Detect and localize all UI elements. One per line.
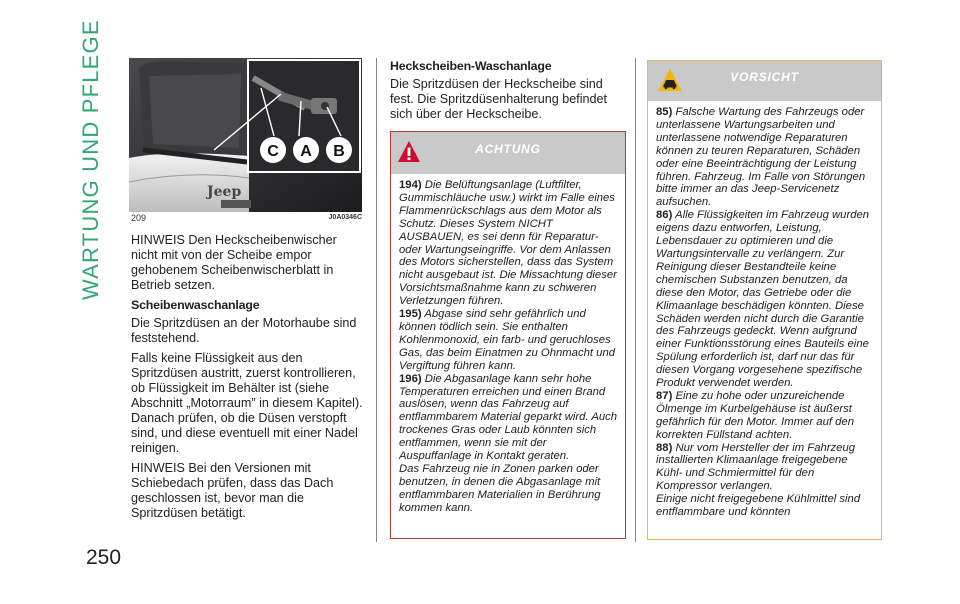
warning-continuation: Das Fahrzeug nie in Zonen parken oder benutzen, in denen die Abgasanlage mit entflammbaren Materialien in Berührung kommen kann. <box>399 462 601 514</box>
warning-item: 195) Abgase sind sehr gefährlich und können tödlich sein. Sie enthalten Kohlenmonoxid, ein farb- und geruchloses Gas, das beim Einatmen zu Ohnmacht und Vergiftung führen kann. <box>399 308 616 372</box>
achtung-box <box>390 131 626 539</box>
caution-item: 87) Eine zu hohe oder unzureichende Ölmenge im Kurbelgehäuse ist äußerst gefährlich für den Motor. Immer auf den korrekten Füllstand achten. <box>656 389 854 441</box>
caution-item: 85) Falsche Wartung des Fahrzeugs oder unterlassene Wartungsarbeiten und unterlassene notwendige Reparaturen können zu teuren Reparaturen, Schäden oder eine Beeinträchtigung der Leistung führen. Fahrzeug. Im Falle von Störungen bitte immer an das Jeep-Servicenetz aufsuchen. <box>656 106 866 209</box>
column-one <box>131 233 366 526</box>
achtung-header <box>391 132 625 174</box>
svg-text:A: A <box>300 143 312 160</box>
paragraph: Die Spritzdüsen der Heckscheibe sind fest. Die Spritzdüsenhalterung befindet sich über der Heckscheibe. <box>390 77 608 121</box>
warning-item: 194) Die Belüftungsanlage (Luftfilter, Gummischläuche usw.) wirkt im Falle eines Flammenrückschlags aus dem Motor als Schutz. Dieses System NICHT AUSBAUEN, es sei denn für Reparatur- oder Wartungseingriffe. Vor dem Anlassen des Motors sicherstellen, dass das System nicht ausgebaut ist. Die Missachtung dieser Vorsichtsmaßnahme kann zu schweren Verletzungen führen. <box>399 179 617 308</box>
paragraph: Die Spritzdüsen an der Motorhaube sind feststehend. <box>131 316 357 345</box>
warning-item: 196) Die Abgasanlage kann sehr hohe Temperaturen erreichen und einen Brand auslösen, wenn das Fahrzeug auf entflammbarem Material geparkt wird. Auch trockenes Gras oder Laub könnten sich entflammen, wenn sie mit der Auspuffanlage in Kontakt geraten. <box>399 372 618 463</box>
caution-item: 86) Alle Flüssigkeiten im Fahrzeug wurden eigens dazu entworfen, Leistung, Lebensdauer zu optimieren und die Wartungsintervalle zu verlängern. Zur Reinigung dieser Bestandteile keine chemischen Substanzen benutzen, da diese den Motor, das Getriebe oder die Klimaanlage beschädigen könnten. Diese Schäden werden nicht durch die Garantie des Fahrzeugs gedeckt. Wenn aufgrund einer Funktionsstörung eines Bauteils eine Spülung erforderlich ist, darf nur das für diesen Vorgang vorgesehene spezifische Produkt verwendet werden. <box>656 209 870 390</box>
callout-b <box>326 137 352 163</box>
callout-c <box>260 137 286 163</box>
vorsicht-body <box>648 101 881 523</box>
section-heading: Scheibenwaschanlage <box>131 298 260 312</box>
rear-washer-figure <box>129 58 362 212</box>
hinweis-text: HINWEIS Bei den Versionen mit Schiebedach prüfen, dass das Dach geschlossen ist, bevor man die Spritzdüsen betätigt. <box>131 461 334 520</box>
hinweis-text: HINWEIS Den Heckscheibenwischer nicht mit von der Scheibe empor gehobenem Scheibenwischerblatt in Betrieb setzen. <box>131 233 337 292</box>
section-heading: Heckscheiben-Waschanlage <box>390 59 552 73</box>
svg-text:C: C <box>267 143 279 160</box>
achtung-body <box>391 174 625 519</box>
column-divider <box>376 58 377 542</box>
caution-continuation: Einige nicht freigegebene Kühlmittel sind entflammbare und könnten <box>656 493 861 519</box>
svg-text:B: B <box>333 143 345 160</box>
rear-window-illustration <box>129 58 362 212</box>
achtung-title: ACHTUNG <box>475 142 541 156</box>
page-number: 250 <box>86 546 122 569</box>
column-two <box>390 56 626 122</box>
chapter-title: WARTUNG UND PFLEGE <box>78 19 103 300</box>
vorsicht-header <box>648 61 881 101</box>
figure-number: 209 <box>131 213 147 223</box>
callout-a <box>293 137 319 163</box>
vorsicht-title: VORSICHT <box>730 70 799 84</box>
paragraph: Falls keine Flüssigkeit aus den Spritzdüsen austritt, zuerst kontrollieren, ob Flüssigkeit im Behälter ist (siehe Abschnitt „Motorraum” in diesem Kapitel). Danach prüfen, ob die Düsen verstopft sind, und diese eventuell mit einer Nadel reinigen. <box>131 351 363 455</box>
jeep-badge: Jeep <box>207 184 242 200</box>
caution-item: 88) Nur vom Hersteller der im Fahrzeug installierten Klimaanlage freigegebene Kühl- und Schmiermittel für den Kompressor verlangen. <box>656 441 856 493</box>
column-divider <box>635 58 636 542</box>
figure-code: J0A0346C <box>328 214 362 221</box>
vorsicht-box <box>647 60 882 540</box>
